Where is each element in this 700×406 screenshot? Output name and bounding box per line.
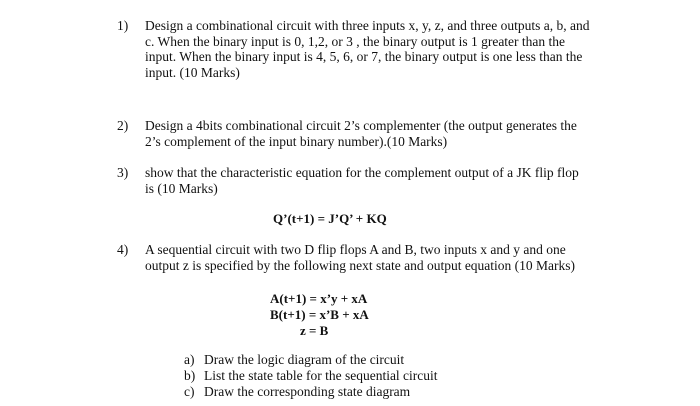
equation-b: B(t+1) = x’B + xA xyxy=(270,307,369,322)
question-2-line-2: 2’s complement of the input binary number).(10 Marks) xyxy=(145,133,448,149)
question-4 xyxy=(117,242,617,273)
question-3-line-2: is (10 Marks) xyxy=(145,180,218,196)
question-4-text xyxy=(145,242,617,273)
question-3-line-1: show that the characteristic equation for the complement output of a JK flip flop xyxy=(145,165,579,180)
question-1-text xyxy=(145,18,617,80)
question-1-line-2: c. When the binary input is 0, 1,2, or 3 , the binary output is 1 greater than the xyxy=(145,33,566,49)
equation-a: A(t+1) = x’y + xA xyxy=(270,291,368,306)
subitem-a xyxy=(184,352,404,368)
question-2-line-1: Design a 4bits combinational circuit 2’s complementer (the output generates the xyxy=(145,118,577,133)
question-4-number: 4) xyxy=(117,242,129,257)
question-3 xyxy=(117,165,617,196)
subitem-c-text: Draw the corresponding state diagram xyxy=(204,384,411,399)
question-4-line-1: A sequential circuit with two D flip flops A and B, two inputs x and y and one xyxy=(145,242,566,257)
question-1-line-3: input. When the binary input is 4, 5, 6, or 7, the binary output is one less than the xyxy=(145,49,583,64)
question-1 xyxy=(117,18,617,80)
subitem-a-text: Draw the logic diagram of the circuit xyxy=(204,352,405,367)
question-3-text xyxy=(145,165,617,196)
subitem-b-text: List the state table for the sequential circuit xyxy=(204,368,438,383)
question-2-text xyxy=(145,118,617,149)
subitem-b-label: b) xyxy=(184,368,196,383)
subitem-a-label: a) xyxy=(184,352,195,367)
equation-z: z = B xyxy=(300,323,329,338)
question-1-line-1: Design a combinational circuit with three inputs x, y, z, and three outputs a, b, and xyxy=(145,18,590,33)
question-2 xyxy=(117,118,617,149)
question-1-number: 1) xyxy=(117,18,129,33)
subitem-c-label: c) xyxy=(184,384,195,399)
question-3-number: 3) xyxy=(117,165,129,180)
subitem-c xyxy=(184,384,410,400)
question-2-number: 2) xyxy=(117,118,129,133)
jk-characteristic-equation: Q’(t+1) = J’Q’ + KQ xyxy=(273,211,387,226)
question-1-line-4: input. (10 Marks) xyxy=(145,64,240,80)
question-4-line-2: output z is specified by the following next state and output equation (10 Marks) xyxy=(145,257,576,273)
subitem-b xyxy=(184,368,438,384)
